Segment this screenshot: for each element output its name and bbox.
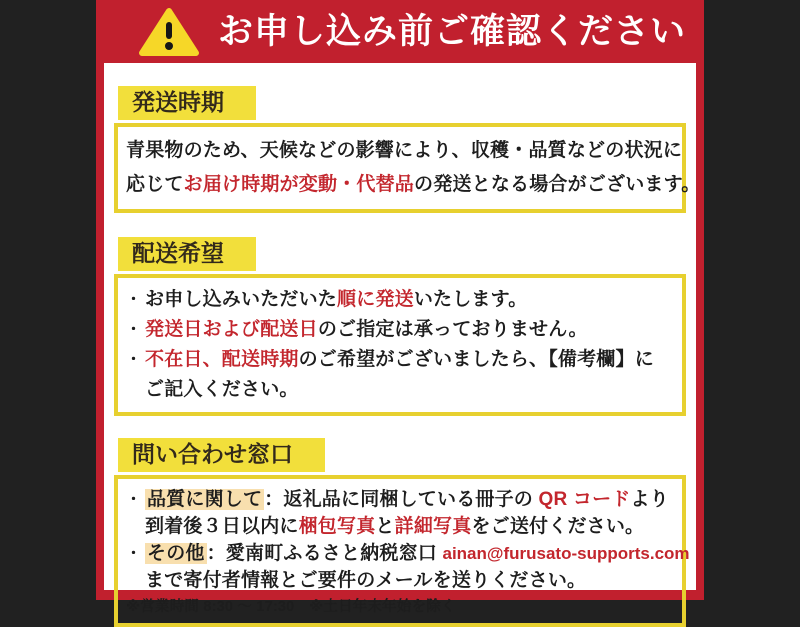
text-line bbox=[126, 345, 680, 375]
text-line bbox=[126, 168, 701, 202]
warning-triangle-icon bbox=[138, 7, 200, 57]
text-line bbox=[126, 567, 680, 594]
line-text: 発送日および配送日のご指定は承っておりません。 bbox=[145, 319, 588, 340]
section-label-contact: 問い合わせ窓口 bbox=[118, 438, 325, 472]
section-contact bbox=[114, 416, 690, 627]
section-box-contact bbox=[114, 475, 690, 627]
section-delivery-request bbox=[114, 213, 686, 416]
bullet-marker bbox=[126, 375, 145, 405]
notice-header bbox=[96, 0, 704, 63]
notice-body bbox=[104, 63, 701, 615]
line-text: ご記入ください。 bbox=[145, 379, 299, 400]
section-label-delivery-request: 配送希望 bbox=[118, 237, 256, 271]
text-line bbox=[126, 285, 680, 315]
bullet-marker: ・ bbox=[126, 351, 142, 368]
bullet-marker: ・ bbox=[126, 321, 142, 338]
text-line bbox=[126, 315, 680, 345]
line-text: まで寄付者情報とご要件のメールを送りください。 bbox=[145, 570, 587, 591]
text-line bbox=[126, 375, 680, 405]
line-text: ※営業時間 8:30 ～ 17:30 ※土日年末年始を除く bbox=[126, 599, 456, 615]
bullet-marker bbox=[126, 567, 145, 594]
bullet-marker bbox=[126, 513, 145, 540]
text-line bbox=[126, 486, 680, 513]
line-text: 応じてお届け時期が変動・代替品の発送となる場合がございます。 bbox=[126, 174, 701, 195]
line-text: お申し込みいただいた順に発送いたします。 bbox=[145, 289, 528, 310]
text-line bbox=[126, 134, 683, 168]
line-text: 品質に関して ：返礼品に同梱している冊子の QR コードより bbox=[147, 489, 669, 510]
bullet-marker: ・ bbox=[126, 545, 142, 562]
line-text: 不在日、配送時期のご希望がございましたら、【備考欄】に bbox=[145, 349, 654, 370]
notice-frame bbox=[96, 0, 704, 615]
line-text: 青果物のため、天候などの影響により、収穫・品質などの状況に bbox=[126, 140, 683, 161]
line-text: 到着後３日以内に梱包写真と詳細写真をご送付ください。 bbox=[145, 516, 645, 537]
text-line bbox=[126, 513, 680, 540]
bullet-marker: ・ bbox=[126, 491, 142, 508]
section-shipping-time bbox=[114, 63, 701, 213]
text-line bbox=[126, 598, 680, 616]
bullet-marker: ・ bbox=[126, 291, 142, 308]
text-line bbox=[126, 540, 690, 567]
page-title: お申し込み前ご確認ください bbox=[218, 11, 687, 51]
section-box-shipping-time bbox=[114, 123, 701, 213]
section-label-shipping-time: 発送時期 bbox=[118, 86, 256, 120]
line-text: その他 ：愛南町ふるさと納税窓口 ainan@furusato-supports.com bbox=[147, 543, 690, 564]
section-box-delivery-request bbox=[114, 274, 686, 416]
